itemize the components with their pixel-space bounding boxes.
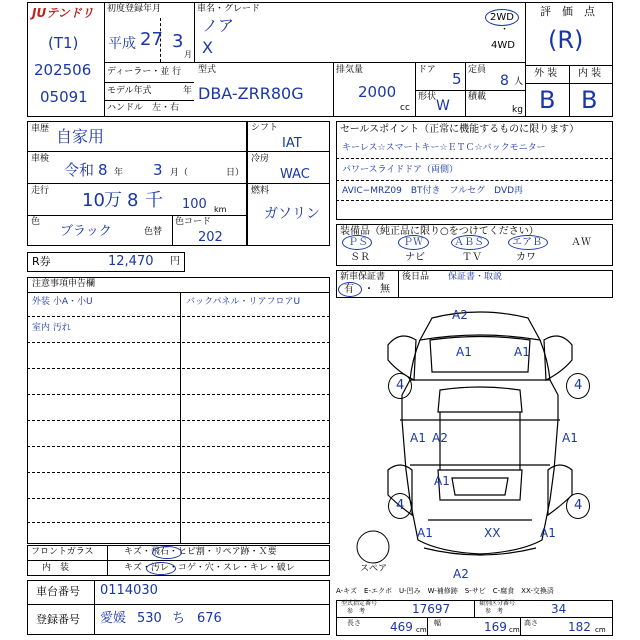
interior-condition-value: キズ・汚レ・コゲ・穴・スレ・キレ・破レ: [124, 563, 295, 573]
width-unit: cm: [509, 626, 520, 634]
registration-year: 27: [140, 29, 163, 50]
drive-2wd: 2WD: [490, 12, 514, 23]
plate-kana: ち: [172, 611, 186, 626]
plate-serial: 676: [197, 611, 222, 626]
damage-mark-left-door-1: A1: [410, 431, 426, 445]
manual-label: 後日品: [402, 272, 430, 282]
exterior-label: 外 装: [534, 68, 558, 79]
sales-title: セールスポイント（正常に機能するものに限ります）: [340, 124, 580, 135]
equip-airbag: エアＢ: [512, 237, 542, 248]
mileage-label: 走行: [31, 186, 50, 196]
color-value: ブラック: [60, 224, 112, 239]
displacement-value: 2000: [358, 83, 397, 101]
sales-point-2: パワースライドドア（両側）: [342, 165, 459, 175]
sales-point-3: AVIC−MRZ09 BT付き フルセグ DVD再: [342, 186, 524, 196]
front-glass-value: キズ・飛石・ヒビ割・リペア跡・Ｘ要: [124, 547, 277, 557]
displacement-label: 排気量: [336, 65, 364, 75]
inspection-era: 令和: [64, 161, 95, 179]
chip-circle: [152, 546, 182, 559]
plate-class: 530: [137, 611, 162, 626]
car-name-label: 車名・グレード: [197, 4, 261, 14]
equipment-title: 装備品（純正品に限り○をつけてください）: [340, 226, 539, 237]
load-label: 積載: [468, 92, 487, 102]
yen-unit: 円: [170, 256, 180, 267]
inspection-month: 3: [153, 161, 163, 179]
recycle-value: 12,470: [108, 254, 154, 269]
capacity-label: 定員: [468, 65, 487, 75]
damage-mark-wheel-rl: 4: [396, 498, 405, 513]
kg-unit: kg: [512, 105, 523, 115]
warranty-separator: ・: [364, 284, 374, 295]
color-label: 色: [31, 217, 41, 227]
month-open-unit: 月（: [170, 168, 189, 178]
warranty-label: 新車保証書: [340, 272, 386, 282]
damage-mark-left-door-2: A2: [432, 431, 448, 445]
damage-mark-wheel-rr: 4: [574, 498, 583, 513]
type-label: 型式: [198, 65, 217, 75]
equip-leather: カワ: [516, 252, 536, 263]
equip-aw: ＡＷ: [571, 237, 591, 248]
damage-legend: A-キズ E-エクボ U-凹み W-補修跡 S-サビ C-腐食 XX-交換済: [336, 587, 554, 595]
length-unit: cm: [416, 626, 427, 634]
plate-label: 登録番号: [36, 613, 80, 626]
damage-mark-wheel-fr: 4: [574, 378, 583, 393]
damage-mark-rear: A2: [453, 567, 469, 581]
spare-tire-label: スペア: [360, 564, 388, 574]
damage-mark-front: A2: [452, 308, 468, 322]
class-label: 類別区分番号: [479, 600, 516, 607]
color-code-value: 202: [198, 230, 223, 245]
ac-value: WAC: [280, 167, 310, 182]
wheel-rl-circle: [388, 493, 412, 519]
equip-tv: ＴＶ: [462, 252, 482, 263]
wheel-rr-circle: [566, 493, 590, 519]
drive-separator: ・: [500, 25, 510, 35]
type-value: DBA-ZRR80G: [198, 84, 304, 103]
door-value: 5: [452, 70, 462, 88]
capacity-value: 8: [500, 73, 509, 89]
wheel-fr-circle: [566, 373, 590, 399]
model-year-unit: 年: [183, 86, 193, 96]
damage-mark-right-door: A1: [562, 431, 578, 445]
usage-value: 自家用: [56, 127, 105, 146]
rating-value: (R): [548, 26, 584, 54]
class-value: 34: [551, 602, 567, 616]
damage-mark-rear-panel: XX: [484, 526, 501, 540]
damage-mark-hood-left: A1: [456, 345, 472, 359]
damage-mark-hood-right: A1: [514, 345, 530, 359]
length-label: 長さ: [347, 619, 361, 627]
dirt-circle: [146, 562, 176, 575]
equip-pw: ＰＷ: [403, 237, 423, 248]
registration-era: 平成: [108, 36, 136, 52]
warranty-yes: 有: [344, 284, 354, 295]
color-change-label: 色替: [144, 227, 163, 237]
year-unit: 年: [114, 168, 124, 178]
shift-label: シフト: [251, 123, 279, 133]
interior-grade: B: [581, 86, 598, 114]
dealer-label: ディーラー・並 行: [107, 67, 182, 77]
lot-number-1: 202506: [34, 61, 92, 79]
length-value: 469: [390, 620, 413, 634]
lot-number-2: 05091: [40, 88, 88, 106]
width-label: 幅: [434, 619, 441, 627]
manual-value: 保証書・取説: [448, 272, 503, 282]
month-unit: 月: [184, 50, 192, 59]
mileage-man: 10: [82, 190, 105, 211]
day-unit: 日）: [226, 168, 245, 178]
chassis-value: 0114030: [100, 583, 158, 598]
km-unit: km: [214, 205, 227, 214]
registration-label: 初度登録年月: [107, 4, 162, 14]
car-name: ノア: [202, 16, 235, 35]
cc-unit: cc: [400, 103, 410, 113]
interior-label: 内 装: [578, 68, 602, 79]
notes-right-1: バックパネル・リアフロアU: [186, 297, 301, 307]
model-code-label: 型式指定番号: [341, 600, 378, 607]
inspection-year: 8: [98, 161, 108, 179]
shape-label: 形状: [418, 92, 437, 102]
equip-sr: ＳＲ: [350, 252, 370, 263]
damage-mark-rear-right: A1: [540, 526, 556, 540]
interior-condition-label: 内 装: [42, 563, 70, 573]
chassis-label: 車台番号: [36, 585, 80, 598]
wheel-fl-circle: [388, 373, 412, 399]
sales-point-1: キーレス☆スマートキー☆ＥＴＣ☆バックモニター: [342, 143, 546, 153]
color-code-label: 色コード: [175, 217, 212, 227]
handle-label: ハンドル 左・右: [107, 103, 180, 113]
mileage-sen: 8: [127, 190, 139, 211]
width-value: 169: [484, 620, 507, 634]
height-unit: cm: [595, 626, 606, 634]
fuel-value: ガソリン: [264, 206, 320, 222]
lot-code: (T1): [48, 34, 79, 52]
rating-label: 評 価 点: [540, 5, 595, 18]
model-code-ref: 参 考: [347, 608, 366, 615]
notes-title: 注意事項申告欄: [32, 279, 96, 289]
door-label: ドア: [418, 65, 436, 75]
front-glass-label: フロントガラス: [31, 547, 94, 557]
exterior-grade: B: [539, 86, 556, 114]
ac-label: 冷房: [251, 154, 270, 164]
height-value: 182: [568, 620, 591, 634]
drive-4wd: 4WD: [491, 40, 515, 51]
usage-label: 車歴: [31, 124, 50, 134]
brand-logo: JUテンドリ: [32, 6, 94, 20]
damage-mark-roof: A1: [434, 474, 450, 488]
recycle-label: R券: [32, 255, 51, 268]
notes-left-1: 外装 小A・小U: [32, 297, 93, 307]
class-ref: 参 考: [485, 608, 504, 615]
registration-month: 3: [172, 31, 184, 52]
fuel-label: 燃料: [251, 186, 270, 196]
height-label: 高さ: [524, 619, 538, 627]
damage-mark-wheel-fl: 4: [396, 378, 405, 393]
shape-value: W: [436, 98, 450, 114]
model-code-value: 17697: [412, 602, 451, 616]
capacity-unit: 人: [514, 77, 524, 87]
equip-navi: ナビ: [405, 252, 425, 263]
model-year-label: モデル年式: [107, 86, 152, 96]
damage-mark-rear-left: A1: [417, 526, 433, 540]
equip-ps: ＰＳ: [348, 237, 368, 248]
mileage-hundred: 100: [182, 197, 207, 212]
equip-abs: ＡＢＳ: [454, 237, 484, 248]
mileage-man-char: 万: [104, 190, 122, 211]
inspection-label: 車検: [31, 154, 50, 164]
plate-prefecture: 愛媛: [100, 611, 127, 626]
mileage-sen-char: 千: [145, 190, 163, 211]
notes-left-2: 室内 汚れ: [32, 323, 71, 333]
car-grade: X: [202, 38, 213, 57]
warranty-no: 無: [380, 284, 390, 295]
shift-value: IAT: [282, 136, 302, 151]
